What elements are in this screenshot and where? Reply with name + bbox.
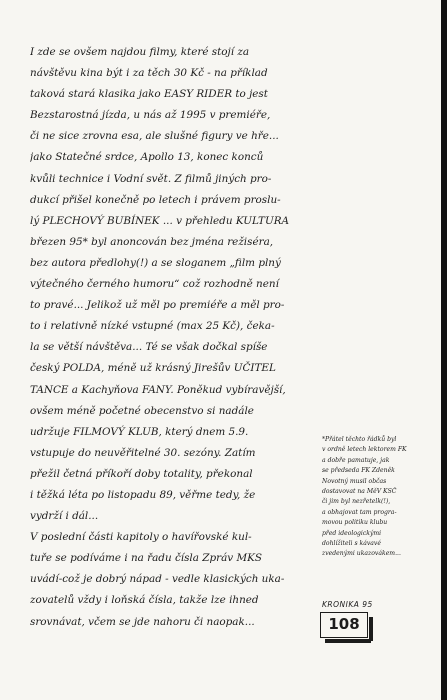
text-line: taková stará klasika jako EASY RIDER to jest [30, 88, 268, 101]
text-line: Bezstarostná jízda, u nás až 1995 v premiéře, [30, 109, 271, 122]
footnote-line: a obhajovat tam progra- [322, 508, 397, 516]
footnote-line: se předseda FK Zdeněk [322, 467, 395, 475]
text-line: ovšem méně početné obecenstvo si nadále [30, 404, 254, 417]
chronicle-label: KRONIKA 95 [322, 600, 373, 609]
text-line: březen 95* byl anoncován bez jména režiséra, [30, 235, 274, 248]
page-number: 108 [320, 612, 368, 638]
text-line: lý PLECHOVÝ BUBÍNEK ... v přehledu KULTURA [30, 214, 290, 227]
text-line: vydrží i dál... [30, 510, 99, 523]
text-line: srovnávat, včem se jde nahoru či naopak... [30, 615, 255, 628]
text-line: la se větší návštěva... Té se však dočkal spíše [30, 341, 268, 354]
footnote-line: a dobře pamatuje, jak [322, 456, 390, 464]
text-line: tuře se podíváme i na řadu čísla Zpráv MKS [30, 552, 262, 565]
text-line: TANCE a Kachyňova FANY. Poněkud vybíravější, [30, 383, 286, 396]
text-line: jako Statečné srdce, Apollo 13, konec konců [30, 151, 264, 164]
main-handwritten-text [30, 42, 320, 633]
text-line: vstupuje do neuvěřitelné 30. sezóny. Zatím [30, 446, 256, 459]
footnote [322, 435, 434, 560]
text-line: uvádí-což je dobrý nápad - vedle klasických uka- [30, 573, 285, 586]
text-line: výtečného černého humoru“ což rozhodně není [30, 278, 279, 291]
text-line: bez autora předlohy(!) a se sloganem „film plný [30, 256, 281, 269]
text-line: dukcí přišel konečně po letech i právem proslu- [30, 193, 281, 206]
text-line: přežil četná příkoří doby totality, překonal [30, 467, 253, 480]
footnote-line: před ideologickými [322, 529, 382, 537]
footnote-line: dohlížiteli s kávavé [322, 540, 381, 548]
footnote-line: *Přátel těchto řádků byl [322, 436, 397, 443]
footnote-line: dostavovat na MěV KSČ [322, 488, 397, 496]
footnote-line: zvedenými ukazovákem... [322, 550, 401, 558]
text-line: zovatelů vždy i loňská čísla, takže lze ihned [30, 594, 259, 607]
text-line: návštěvu kina být i za těch 30 Kč - na příklad [30, 67, 268, 80]
footnote-line: v ordně letech lektorem FK [322, 446, 407, 454]
text-line: I zde se ovšem najdou filmy, které stojí za [30, 46, 250, 58]
text-line: český POLDA, méně už krásný Jirešův UČITEL [30, 362, 276, 375]
text-line: udržuje FILMOVÝ KLUB, který dnem 5.9. [30, 425, 249, 438]
footnote-line: či jim byl nezřetelk(!), [322, 498, 391, 506]
text-line: i těžká léta po listopadu 89, věřme tedy, že [30, 488, 256, 501]
text-line: to i relativně nízké vstupné (max 25 Kč), čeka- [30, 320, 275, 333]
text-line: či ne sice zrovna esa, ale slušné figury ve hře... [30, 130, 279, 143]
text-line: V poslední části kapitoly o havířovské kul- [30, 531, 252, 544]
footnote-line: movou politiku klubu [322, 519, 388, 527]
text-line: kvůli technice i Vodní svět. Z filmů jiných pro- [30, 172, 272, 185]
text-line: to pravé... Jelikož už měl po premiéře a měl pro- [30, 299, 285, 312]
footnote-line: Novotný musil občas [322, 477, 387, 485]
